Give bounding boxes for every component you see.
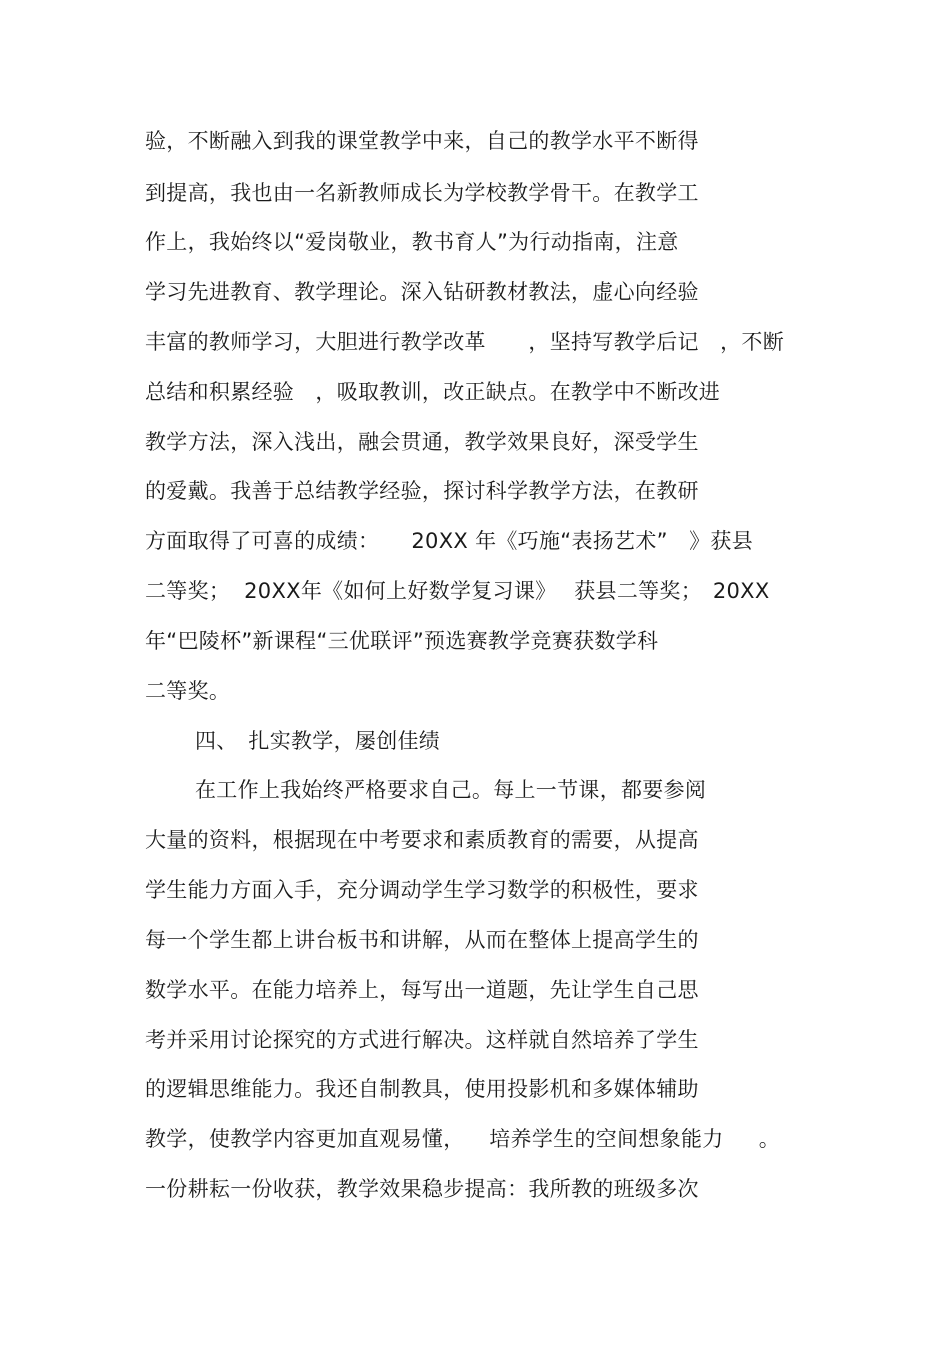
- text-line: 学习先进教育、教学理论。深入钻研教材教法，虚心向经验: [145, 280, 699, 304]
- text-line: 在工作上我始终严格要求自己。每上一节课，都要参阅: [195, 778, 707, 802]
- text-line: 学生能力方面入手，充分调动学生学习数学的积极性，要求: [145, 878, 699, 902]
- text-line: 总结和积累经验 ，吸取教训，改正缺点。在教学中不断改进: [145, 380, 721, 404]
- text-line: 到提高，我也由一名新教师成长为学校教学骨干。在教学工: [145, 181, 699, 205]
- text-line: 丰富的教师学习，大胆进行教学改革 ，坚持写教学后记 ，不断: [145, 330, 784, 354]
- section-heading: 四、 扎实教学，屡创佳绩: [195, 729, 441, 753]
- text-line: 教学方法，深入浅出，融会贯通，教学效果良好，深受学生: [145, 430, 699, 454]
- text-line: 方面取得了可喜的成绩： 20XX 年《巧施“表扬艺术” 》获县: [145, 529, 754, 553]
- text-line: 的爱戴。我善于总结教学经验，探讨科学教学方法，在教研: [145, 479, 699, 503]
- text-line: 教学，使教学内容更加直观易懂， 培养学生的空间想象能力 。: [145, 1127, 781, 1151]
- text-line: 考并采用讨论探究的方式进行解决。这样就自然培养了学生: [145, 1028, 699, 1052]
- text-line: 二等奖。: [145, 679, 231, 703]
- text-line: 数学水平。在能力培养上，每写出一道题，先让学生自己思: [145, 978, 699, 1002]
- text-line: 二等奖； 20XX年《如何上好数学复习课》 获县二等奖； 20XX: [145, 579, 770, 603]
- text-line: 的逻辑思维能力。我还自制教具，使用投影机和多媒体辅助: [145, 1077, 699, 1101]
- text-line: 大量的资料，根据现在中考要求和素质教育的需要，从提高: [145, 828, 699, 852]
- text-line: 一份耕耘一份收获，教学效果稳步提高：我所教的班级多次: [145, 1177, 699, 1201]
- text-line: 作上，我始终以“爱岗敬业，教书育人”为行动指南，注意: [145, 230, 679, 254]
- text-line: 年“巴陵杯”新课程“三优联评”预选赛教学竞赛获数学科: [145, 629, 659, 653]
- text-line: 每一个学生都上讲台板书和讲解，从而在整体上提高学生的: [145, 928, 699, 952]
- text-line: 验，不断融入到我的课堂教学中来，自己的教学水平不断得: [145, 129, 699, 153]
